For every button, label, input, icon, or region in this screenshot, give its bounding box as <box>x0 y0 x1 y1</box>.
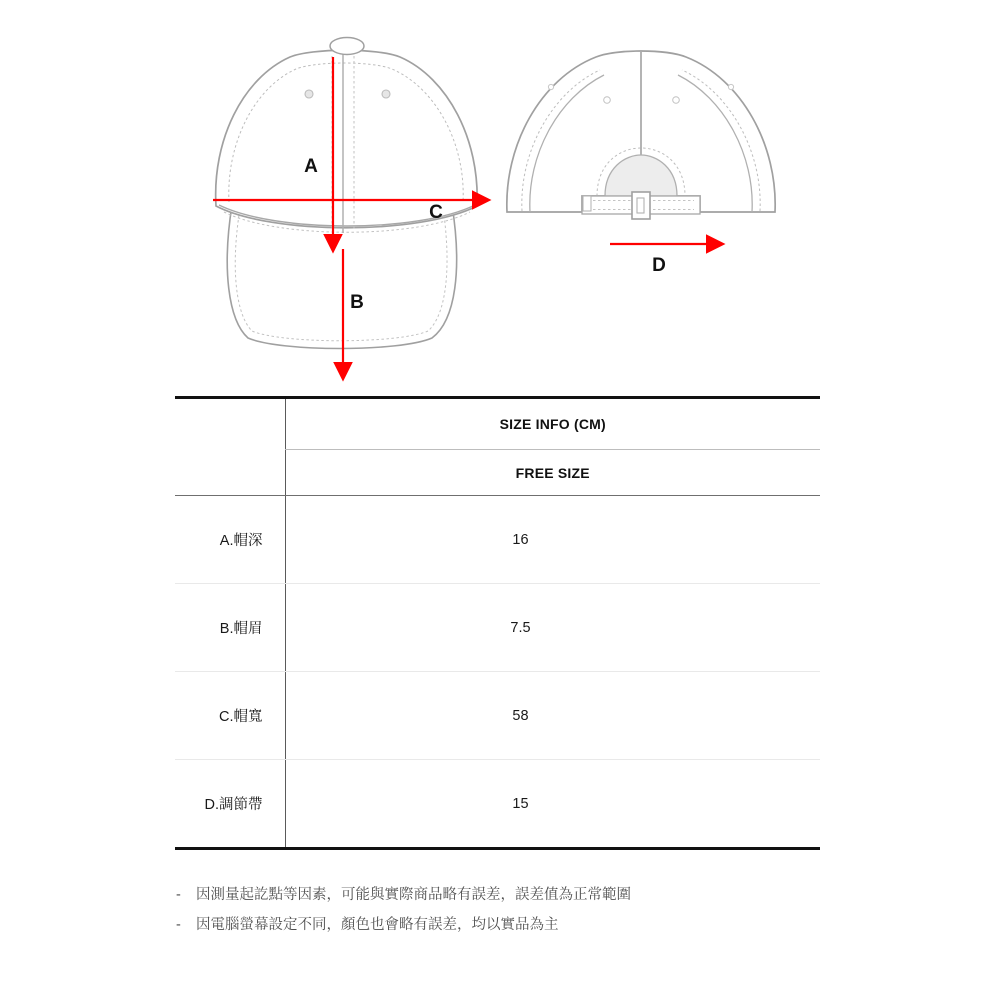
note-item <box>176 880 876 910</box>
cap-front-view <box>213 38 477 365</box>
row-value-a: 16 <box>512 531 529 548</box>
cap-back-eyelet-left <box>604 97 611 104</box>
table-row <box>175 584 820 672</box>
size-info-table <box>175 396 820 850</box>
cap-strap-tail <box>583 196 591 211</box>
cap-back-eyelet-side-left <box>548 84 553 89</box>
header-empty-cell <box>175 398 285 450</box>
cap-eyelet-right <box>382 90 390 98</box>
note-text-2: 因電腦螢幕設定不同，顏色也會略有誤差，均以實品為主 <box>196 917 559 933</box>
row-value-cell-b <box>285 584 820 672</box>
note-dash: - <box>176 887 181 903</box>
row-label-b: B.帽眉 <box>175 584 285 672</box>
row-label-a: A.帽深 <box>175 496 285 584</box>
measure-label-a: A <box>304 156 318 177</box>
cap-eyelet-left <box>305 90 313 98</box>
cap-measurement-diagram <box>0 0 1000 390</box>
header-empty-cell-2 <box>175 450 285 496</box>
table-title-cell: SIZE INFO (CM) <box>285 398 820 450</box>
table-header-row-size <box>175 450 820 496</box>
cap-back-eyelet-side-right <box>728 84 733 89</box>
table-row <box>175 496 820 584</box>
cap-top-button <box>330 38 364 55</box>
table-size-header-cell: FREE SIZE <box>285 450 820 496</box>
cap-strap-buckle-slot <box>637 198 644 213</box>
table-row <box>175 672 820 760</box>
note-item <box>176 910 876 940</box>
note-dash: - <box>176 917 181 933</box>
measure-label-b: B <box>350 292 364 313</box>
note-text-1: 因測量起訖點等因素，可能與實際商品略有誤差，誤差值為正常範圍 <box>196 887 631 903</box>
table-header-row-title <box>175 398 820 450</box>
cap-back-eyelet-right <box>673 97 680 104</box>
row-value-cell-d <box>285 760 820 849</box>
cap-back-view <box>507 51 775 276</box>
disclaimer-notes <box>176 880 876 940</box>
measure-label-c: C <box>429 202 443 223</box>
measure-label-d: D <box>652 255 666 276</box>
row-value-c: 58 <box>512 707 529 724</box>
row-label-d: D.調節帶 <box>175 760 285 849</box>
row-value-d: 15 <box>512 795 529 812</box>
row-value-b: 7.5 <box>510 619 531 636</box>
row-value-cell-a <box>285 496 820 584</box>
row-value-cell-c <box>285 672 820 760</box>
table-row <box>175 760 820 849</box>
row-label-c: C.帽寬 <box>175 672 285 760</box>
